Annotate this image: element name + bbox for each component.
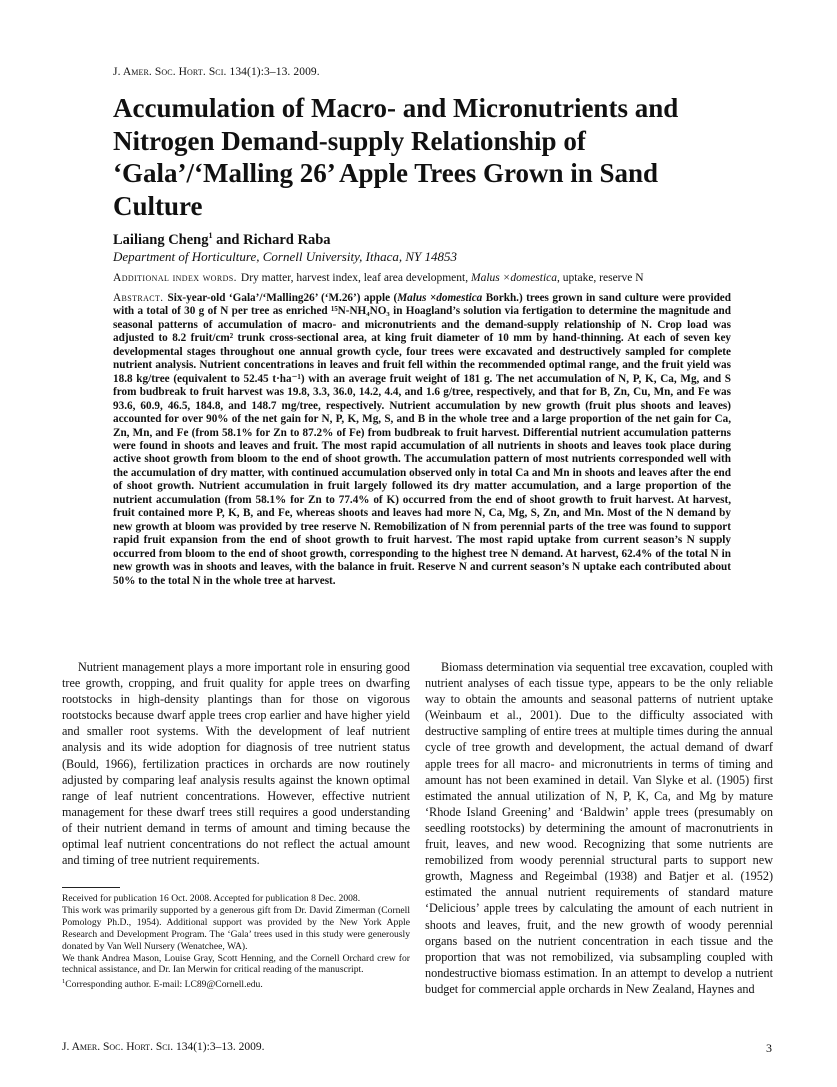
author-name: Lailiang Cheng	[113, 231, 209, 248]
abstract-body: Borkh.) trees grown in sand culture were provided with a total of 30 g of N per tree as enriched ¹⁵N-NH₄NO₃ in Hoagland’s solution via fertigation to determine the magnitude and seasonal patterns of accumulation of macro- and micronutrients and the demand-supply relationship of N. Crop load was adjusted to 8.2 fruit/cm² trunk cross-sectional area, at king fruit diameter of 10 mm by hand-thinning. At each of seven key developmental stages throughout one annual growth cycle, four trees were excavated and destructively sampled for complete nutrient analysis. Nutrient concentrations in leaves and fruit fell within the recommended optimal range, and the fruit yield was 18.8 kg/tree (equivalent to 52.45 t·ha⁻¹) with an average fruit weight of 181 g. The net accumulation of N, P, K, Ca, Mg, and S from budbreak to fruit harvest was 19.8, 3.3, 36.0, 14.2, 4.4, and 1.6 g/tree, respectively, and that for B, Zn, Cu, Mn, and Fe was 93.6, 60.9, 46.5, 184.8, and 148.7 mg/tree, respectively. Nutrient accumulation by new growth (fruit plus shoots and leaves) accounted for over 90% of the net gain for N, P, K, Mg, S, and B in the whole tree and a large proportion of the net gain for Ca, Zn, Mn, and Fe (from 58.1% for Zn to 87.2% of Fe) from budbreak to fruit harvest. Differential nutrient accumulation patterns were found in shoots and leaves and fruit. The most rapid accumulation of all nutrients in shoots and leaves took place during active shoot growth from bloom to the end of shoot growth. The accumulation pattern of most nutrients corresponded well with the accumulation of dry matter, with continued accumulation observed only in total Ca and Mn in shoots and leaves after the end of shoot growth. Nutrient accumulation in fruit largely followed its dry matter accumulation, and a large proportion of the nutrient accumulation (from 58.1% for Zn to 77.4% of K) occurred from the end of shoot growth to fruit harvest. At harvest, fruit contained more P, K, B, and Fe, whereas shoots and leaves had more N, Ca, Mg, S, Zn, and Mn. Most of the N demand by new growth at bloom was provided by tree reserve N. Remobilization of N from perennial parts of the tree was found to support rapid fruit expansion from the end of shoot growth to fruit harvest. The most rapid uptake from current season’s N supply occurred from bloom to the end of shoot growth, corresponding to the highest tree N demand. At harvest, 62.4% of the total N in new growth was in shoots and leaves, with the balance in fruit. Reserve N and current season’s N uptake each contributed about 50% to the total N in the whole tree at harvest.	[113, 292, 731, 587]
footer-citation: 134(1):3–13. 2009.	[173, 1041, 265, 1053]
page-number: 3	[766, 1041, 772, 1055]
abstract-species: Malus ×domestica	[397, 292, 483, 304]
footnote-received: Received for publication 16 Oct. 2008. Accepted for publication 8 Dec. 2008.	[62, 893, 361, 904]
body-column-left	[62, 659, 410, 868]
author-list	[113, 231, 331, 249]
footnotes	[62, 893, 410, 991]
article-title: Accumulation of Macro- and Micronutrients and Nitrogen Demand-supply Relationship of ‘Gala’/‘Malling 26’ Apple Trees Grown in Sand Culture	[113, 93, 679, 221]
footer-journal-name: J. Amer. Soc. Hort. Sci.	[62, 1041, 174, 1053]
body-column-right	[425, 659, 773, 997]
journal-citation: 134(1):3–13. 2009.	[226, 66, 320, 78]
running-header	[113, 66, 320, 78]
index-words-species: Malus ×domestica	[471, 272, 558, 284]
footnote-thanks: We thank Andrea Mason, Louise Gray, Scott Henning, and the Cornell Orchard crew for technical assistance, and Dr. Ian Merwin for critical reading of the manuscript.	[62, 952, 410, 976]
abstract	[113, 292, 731, 588]
index-words-text: Dry matter, harvest index, leaf area development,	[240, 272, 471, 284]
intro-paragraph: Nutrient management plays a more important role in ensuring good tree growth, cropping, and fruit quality for apple trees on dwarfing rootstocks in high-density plantings than for those on vigorous rootstocks because dwarf apple trees crop earlier and have higher yield and smaller root systems. With the development of leaf nutrient analysis and its wide adoption for diagnosis of tree nutrient status (Bould, 1966), fertilization practices in orchards are now routinely adjusted by comparing leaf analysis results against the known optimal range of leaf nutrient concentrations. However, effective nutrient management for these dwarf trees still requires a good understanding of their nutrient demand in terms of amount and timing because the optimal leaf nutrient concentrations do not reflect the actual amount and timing of tree nutrient requirements.	[62, 660, 410, 868]
running-footer	[62, 1041, 264, 1053]
footnote-support: This work was primarily supported by a generous gift from Dr. David Zimerman (Cornell Pomology Ph.D., 1954). Additional support was provided by the New York Apple Research and Development Program. The ‘Gala’ trees used in this study were generously donated by Van Well Nursery (Wenatchee, WA).	[62, 904, 410, 952]
abstract-lead: Six-year-old ‘Gala’/‘Malling26’ (‘M.26’) apple (	[167, 292, 398, 304]
index-words	[113, 272, 731, 284]
index-words-label: Additional index words.	[113, 272, 237, 284]
index-words-text-end: , uptake, reserve N	[557, 272, 644, 284]
footnote-corresponding	[62, 976, 410, 991]
footnote-corresponding-text: Corresponding author. E-mail: LC89@Cornell.edu.	[65, 979, 263, 991]
footnote-mark: 1	[62, 978, 66, 986]
body-paragraph: Biomass determination via sequential tree excavation, coupled with nutrient analyses of each tissue type, appears to be the only reliable way to obtain the amounts and seasonal patterns of nutrient uptake (Weinbaum et al., 2001). Due to the difficulty associated with destructive sampling of entire trees at multiple times during the annual cycle of tree growth and development, the actual demand of dwarf apple trees for all macro- and micronutrients in terms of timing and amount has not been examined in detail. Van Slyke et al. (1905) first estimated the annual utilization of N, P, K, Ca, and Mg by mature ‘Rhode Island Greening’ and ‘Baldwin’ apple trees (presumably on seedling rootstocks) by determining the amount of macronutrients in fruit, leaves, and new wood. Recognizing that some nutrients are remobilized from woody perennial structural parts to support new growth, Magness and Regeimbal (1938) and Batjer et al. (1952) estimated the annual nutrient requirements of standard mature ‘Delicious’ apple trees by calculating the amount of each nutrient in shoots and leaves, fruit, and the new growth of woody perennial organs based on the nutrient concentration in each tissue and the proportion that was not remobilized, via subsampling coupled with nondestructive biomass estimation. In an attempt to develop a nutrient budget for commercial apple orchards in New Zealand, Haynes and	[425, 660, 773, 996]
footnote-divider	[62, 887, 120, 888]
journal-name: J. Amer. Soc. Hort. Sci.	[113, 66, 227, 78]
abstract-label: Abstract.	[113, 292, 164, 304]
author-footnote-mark: 1	[208, 231, 213, 240]
affiliation: Department of Horticulture, Cornell University, Ithaca, NY 14853	[113, 249, 457, 264]
author-name-second: and Richard Raba	[212, 231, 331, 248]
